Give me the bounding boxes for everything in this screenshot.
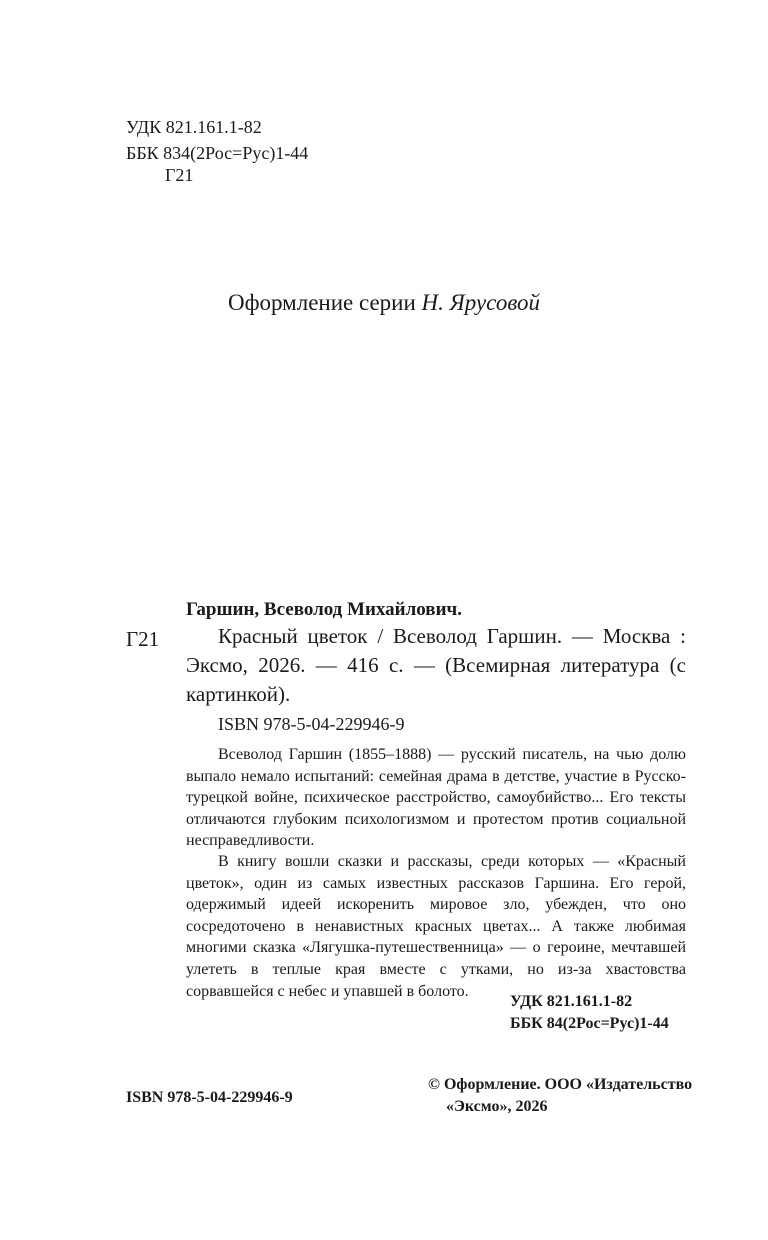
index-udk: УДК 821.161.1-82 xyxy=(510,993,633,1010)
footer-isbn: ISBN 978-5-04-229946-9 xyxy=(126,1089,293,1106)
annotation-paragraph-2: В книгу вошли сказки и рассказы, среди которых — «Красный цветок», один из самых известных рассказов Гаршина. Его герой, одержимый идеей искоренить мировое зло, убежден, что оно сосредоточено в ненавистных красных цветах... А также любимая многими сказка «Лягушка-путешественница» — о героине, мечтавшей улететь в теплые края вместе с утками, но из-за хвастовства сорвавшейся с небес и упавшей в болото. xyxy=(186,853,686,1000)
record-author: Гаршин, Всеволод Михайлович. xyxy=(186,599,462,620)
index-bbk: ББК 84(2Рос=Рус)1-44 xyxy=(510,1015,669,1032)
series-credit-prefix: Оформление серии xyxy=(228,290,422,315)
series-credit xyxy=(0,288,768,318)
record-isbn: ISBN 978-5-04-229946-9 xyxy=(218,714,405,734)
udk-code: УДК 821.161.1-82 xyxy=(126,117,262,137)
copyright-line-2: «Эксмо», 2026 xyxy=(446,1098,548,1115)
copyright-line-1: © Оформление. ООО «Издательство xyxy=(428,1076,693,1093)
bbk-code: ББК 834(2Рос=Рус)1-44 xyxy=(126,143,309,163)
author-mark: Г21 xyxy=(165,165,194,185)
record-author-mark: Г21 xyxy=(126,627,160,651)
annotation-paragraph-1: Всеволод Гаршин (1855–1888) — русский писатель, на чью долю выпало немало испытаний: семейная драма в детстве, участие в Русско-турецкой войне, психическое расстройство, самоубийство... Его тексты отличаются глубоким психологизмом и протестом против социальной несправедливости. xyxy=(186,746,686,850)
record-description: Красный цветок / Всеволод Гаршин. — Москва : Эксмо, 2026. — 416 с. — (Всемирная литература (с картинкой). xyxy=(186,624,686,706)
series-designer-name: Н. Ярусовой xyxy=(421,290,540,315)
